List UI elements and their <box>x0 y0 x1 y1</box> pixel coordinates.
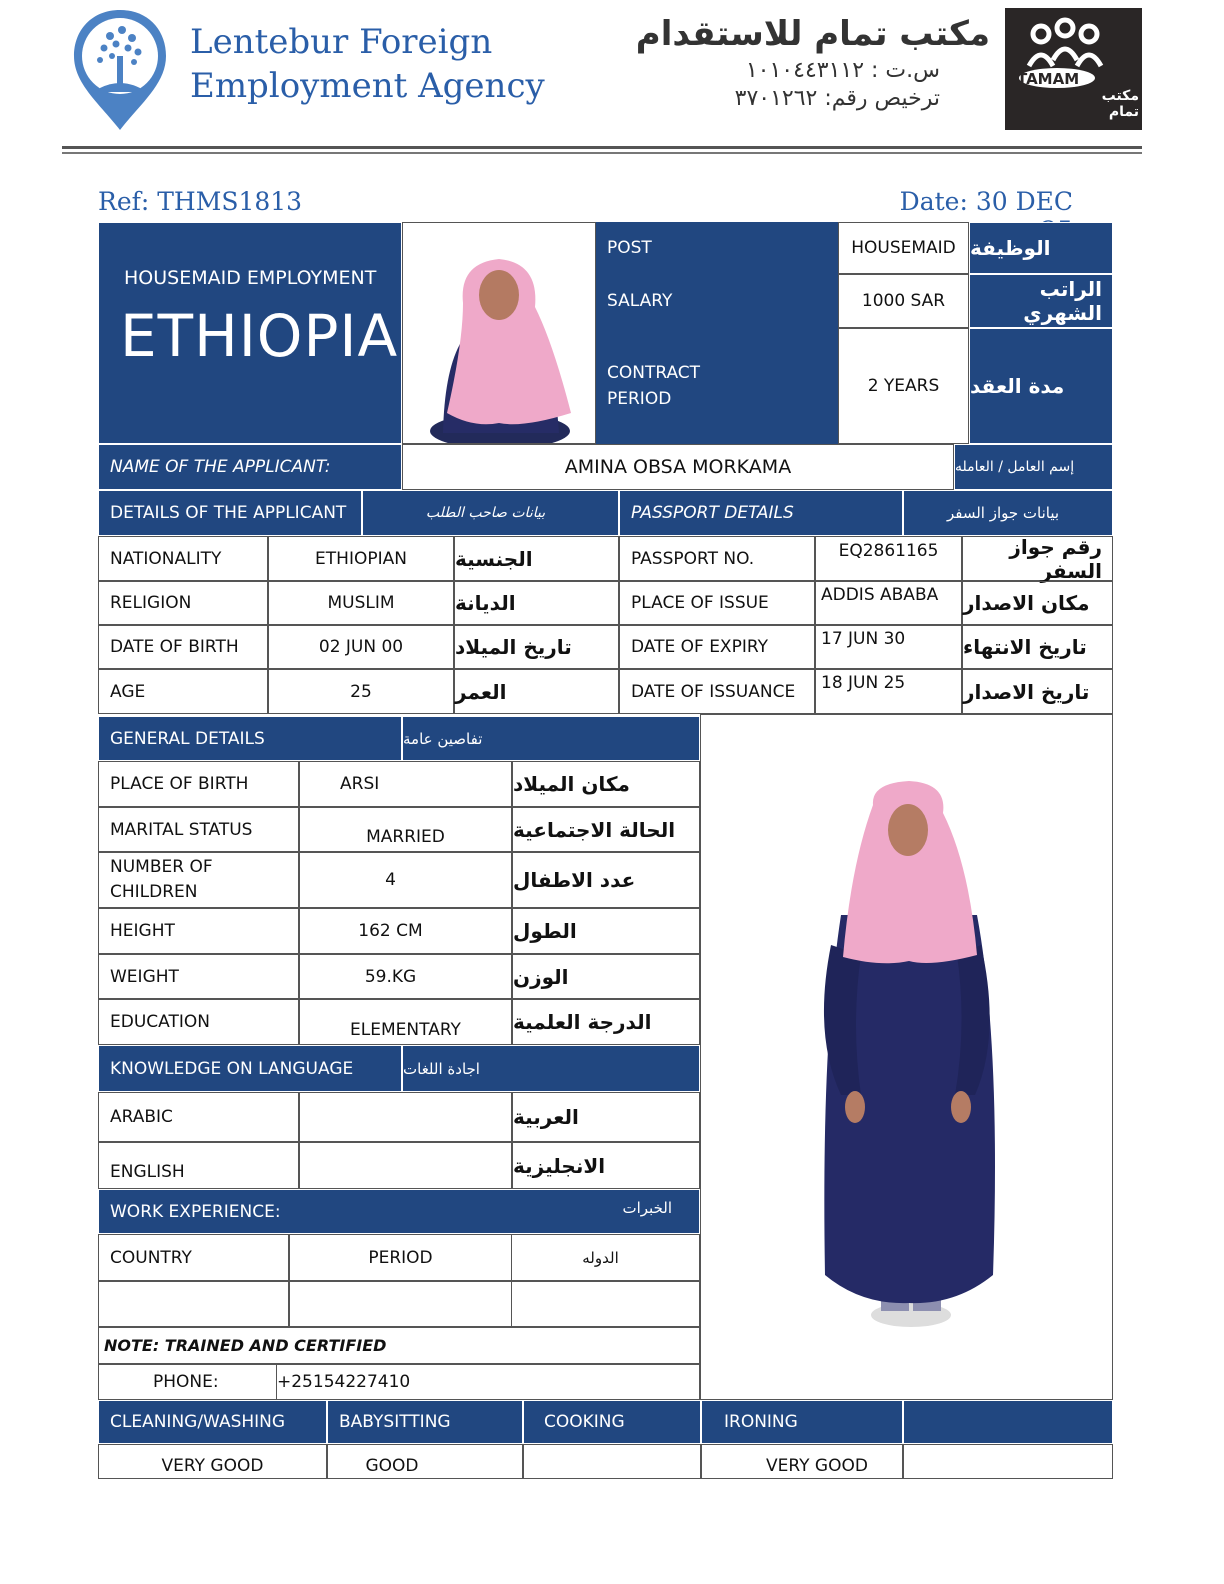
passport-number-label-ar: رقم جواز السفر <box>962 536 1113 581</box>
height-label: HEIGHT <box>98 908 299 954</box>
post-value: HOUSEMAID <box>838 222 969 274</box>
english-language-label-ar: الانجليزية <box>512 1142 700 1189</box>
height-label-ar: الطول <box>512 908 700 954</box>
date-of-expiry-label: DATE OF EXPIRY <box>619 625 815 669</box>
passport-number-label: PASSPORT NO. <box>619 536 815 581</box>
arabic-license: ترخيص رقم: ٣٧٠١٢٦٢ <box>734 86 940 111</box>
phone-value: +25154227410 <box>276 1364 700 1400</box>
date-of-birth-value: 02 JUN 00 <box>268 625 454 669</box>
passport-number-value: EQ2861165 <box>815 536 962 581</box>
general-details-header: GENERAL DETAILS <box>98 716 402 761</box>
salary-value: 1000 SAR <box>838 274 969 328</box>
tamam-logo-text: TAMAM <box>1017 70 1080 88</box>
date-of-expiry-label-ar: تاريخ الانتهاء <box>962 625 1113 669</box>
arabic-language-label-ar: العربية <box>512 1092 700 1142</box>
general-details-header-ar: تفاصين عامة <box>402 716 700 761</box>
tamam-logo-arabic: مكتب تمام <box>1101 88 1139 120</box>
skill-ironing-value: VERY GOOD <box>701 1444 903 1479</box>
applicant-name: AMINA OBSA MORKAMA <box>402 444 954 490</box>
details-header-ar: بيانات صاحب الطلب <box>362 490 619 536</box>
work-row-empty-period <box>289 1281 512 1327</box>
religion-label: RELIGION <box>98 581 268 625</box>
arabic-language-value <box>299 1092 512 1142</box>
religion-label-ar: الديانة <box>454 581 619 625</box>
applicant-full-body-photo <box>700 714 1113 1400</box>
number-of-children-label-ar: عدد الاطفال <box>512 852 700 908</box>
document-date: Date: 30 DEC <box>899 187 1073 216</box>
date-of-issuance-label: DATE OF ISSUANCE <box>619 669 815 714</box>
religion-value: MUSLIM <box>268 581 454 625</box>
weight-value: 59.KG <box>299 954 512 999</box>
skill-babysitting-label: BABYSITTING <box>327 1400 523 1444</box>
header-divider <box>62 146 1142 149</box>
height-value: 162 CM <box>299 908 512 954</box>
age-label-ar: العمر <box>454 669 619 714</box>
nationality-value: ETHIOPIAN <box>268 536 454 581</box>
agency-name-line2: Employment Agency <box>190 66 545 106</box>
applicant-name-label-ar: إسم العامل / العامله <box>954 444 1113 490</box>
education-label-ar: الدرجة العلمية <box>512 999 700 1045</box>
place-of-issue-label-ar: مكان الاصدار <box>962 581 1113 625</box>
weight-label: WEIGHT <box>98 954 299 999</box>
work-period-col: PERIOD <box>289 1234 512 1281</box>
skill-ironing-label: IRONING <box>701 1400 903 1444</box>
nationality-label-ar: الجنسية <box>454 536 619 581</box>
work-row-empty-country <box>98 1281 289 1327</box>
agency-name-line1: Lentebur Foreign <box>190 22 493 62</box>
work-country-col: COUNTRY <box>98 1234 289 1281</box>
number-of-children-value: 4 <box>299 852 512 908</box>
training-note: NOTE: TRAINED AND CERTIFIED <box>98 1327 700 1364</box>
salary-label: SALARY <box>596 274 838 328</box>
header-divider-2 <box>62 152 1142 154</box>
reference-number: Ref: THMS1813 <box>98 187 303 216</box>
language-header-ar: اجادة اللغات <box>402 1045 700 1092</box>
contract-period-value: 2 YEARS <box>838 328 969 444</box>
skill-extra-label <box>903 1400 1113 1444</box>
post-label: POST <box>596 222 838 274</box>
date-of-issuance-label-ar: تاريخ الاصدار <box>962 669 1113 714</box>
post-label-ar: الوظيفة <box>969 222 1113 274</box>
work-experience-header: WORK EXPERIENCE: <box>98 1189 700 1234</box>
phone-label: PHONE: <box>98 1364 276 1400</box>
work-country-col-ar: الدوله <box>511 1234 700 1281</box>
banner-country: ETHIOPIA <box>120 302 399 370</box>
education-label: EDUCATION <box>98 999 299 1045</box>
skill-cooking-value <box>523 1444 701 1479</box>
nationality-label: NATIONALITY <box>98 536 268 581</box>
marital-status-label: MARITAL STATUS <box>98 807 299 852</box>
passport-header-ar: بيانات جواز السفر <box>903 490 1113 536</box>
skill-babysitting-value: GOOD <box>327 1444 523 1479</box>
salary-label-ar: الراتب الشهري <box>969 274 1113 328</box>
place-of-birth-label: PLACE OF BIRTH <box>98 761 299 807</box>
banner-subtitle: HOUSEMAID EMPLOYMENT <box>124 267 377 289</box>
skill-cleaning-value: VERY GOOD <box>98 1444 327 1479</box>
arabic-agency-name: مكتب تمام للاستقدام <box>635 14 990 54</box>
work-experience-header-ar: الخبرات <box>622 1199 672 1217</box>
weight-label-ar: الوزن <box>512 954 700 999</box>
marital-status-label-ar: الحالة الاجتماعية <box>512 807 700 852</box>
skill-cleaning-label: CLEANING/WASHING <box>98 1400 327 1444</box>
details-header: DETAILS OF THE APPLICANT <box>98 490 362 536</box>
number-of-children-label: NUMBER OF CHILDREN <box>98 852 299 908</box>
arabic-cr-number: س.ت : ١٠١٠٤٤٣١١٢ <box>745 58 940 83</box>
place-of-issue-value: ADDIS ABABA <box>815 581 962 625</box>
applicant-name-label: NAME OF THE APPLICANT: <box>98 444 402 490</box>
contract-period-label: CONTRACT PERIOD <box>596 328 838 444</box>
age-value: 25 <box>268 669 454 714</box>
date-of-issuance-value: 18 JUN 25 <box>815 669 962 714</box>
passport-header: PASSPORT DETAILS <box>619 490 903 536</box>
skill-extra-value <box>903 1444 1113 1479</box>
date-of-birth-label: DATE OF BIRTH <box>98 625 268 669</box>
tamam-logo <box>1005 8 1142 130</box>
place-of-issue-label: PLACE OF ISSUE <box>619 581 815 625</box>
education-value: ELEMENTARY <box>299 999 512 1045</box>
work-row-empty-ar <box>511 1281 700 1327</box>
date-of-birth-label-ar: تاريخ الميلاد <box>454 625 619 669</box>
place-of-birth-label-ar: مكان الميلاد <box>512 761 700 807</box>
date-of-expiry-value: 17 JUN 30 <box>815 625 962 669</box>
marital-status-value: MARRIED <box>299 807 512 852</box>
english-language-value <box>299 1142 512 1189</box>
english-language-label: ENGLISH <box>98 1142 299 1189</box>
language-header: KNOWLEDGE ON LANGUAGE <box>98 1045 402 1092</box>
applicant-portrait-photo <box>402 222 596 444</box>
agency-logo <box>70 6 170 132</box>
contract-period-label-ar: مدة العقد <box>969 328 1113 444</box>
skill-cooking-label: COOKING <box>523 1400 701 1444</box>
age-label: AGE <box>98 669 268 714</box>
place-of-birth-value: ARSI <box>299 761 512 807</box>
arabic-language-label: ARABIC <box>98 1092 299 1142</box>
